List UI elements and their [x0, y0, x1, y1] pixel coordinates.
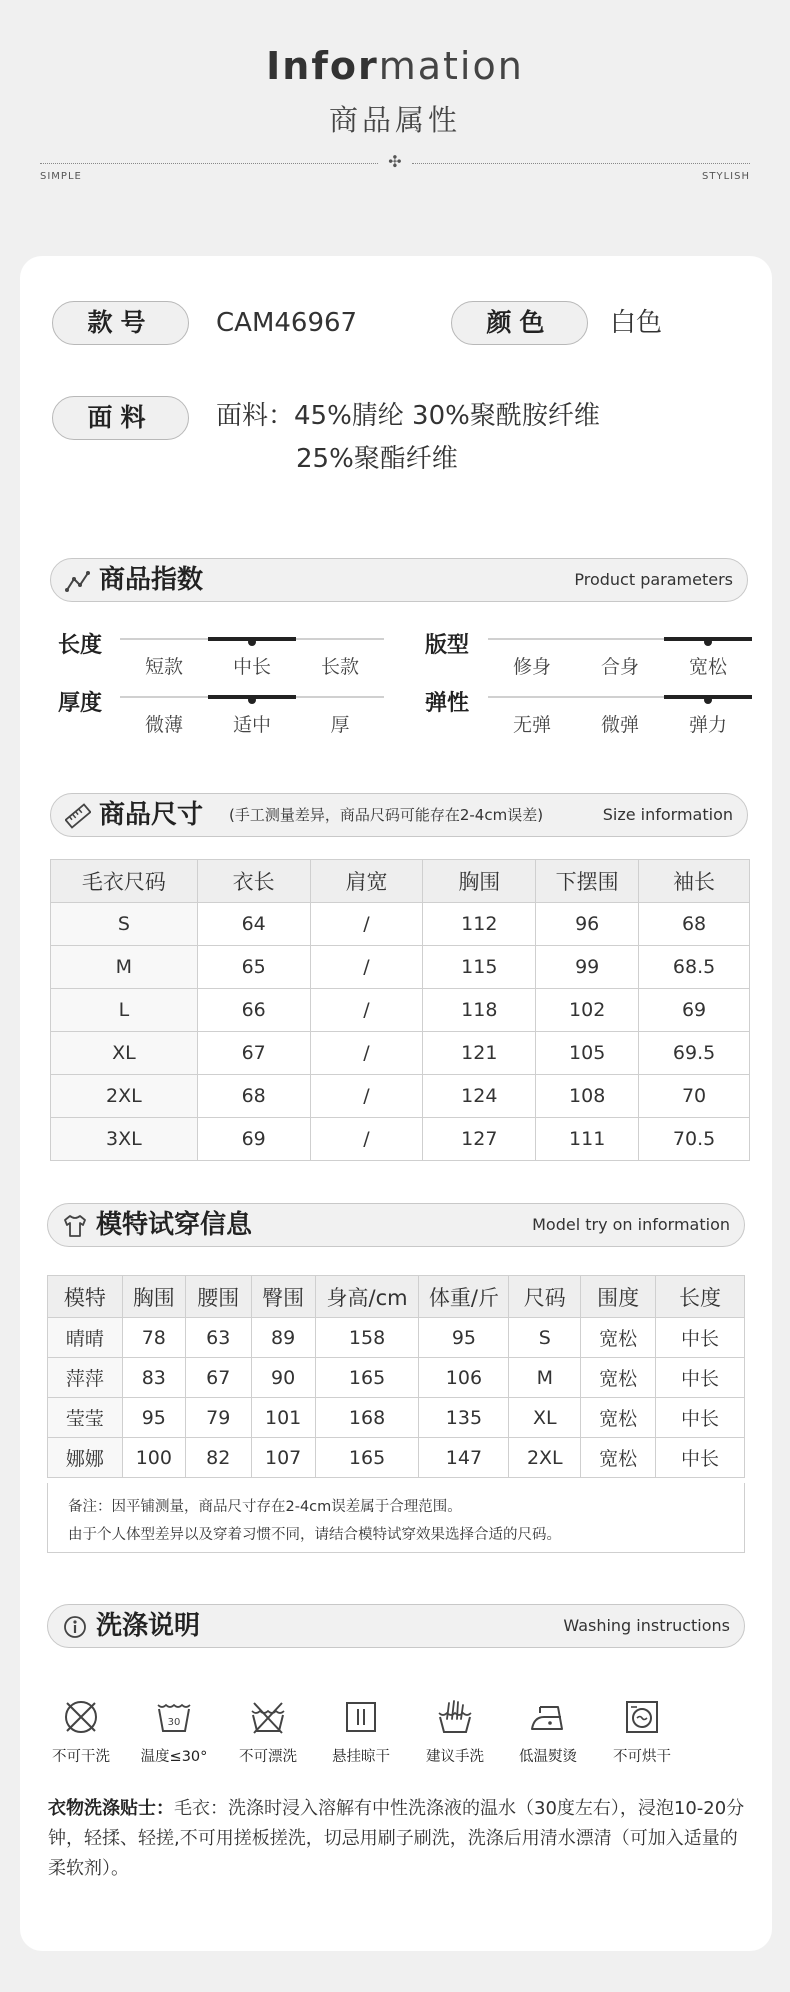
- table-cell: 69: [639, 989, 750, 1032]
- table-cell: 118: [423, 989, 536, 1032]
- param-scale-1: [488, 638, 752, 678]
- wash-item-hang-dry: 悬挂晾干: [316, 1697, 406, 1766]
- param-option: 宽松: [688, 656, 727, 678]
- wash-section-bar: [47, 1604, 745, 1648]
- table-header-row: [51, 860, 750, 903]
- param-option: 弹力: [688, 714, 727, 736]
- table-cell: 135: [419, 1398, 509, 1438]
- table-cell: 124: [423, 1075, 536, 1118]
- wash-title: 洗涤说明: [96, 1611, 201, 1641]
- table-header-cell: 围度: [581, 1276, 656, 1318]
- header: [0, 0, 790, 256]
- table-cell: 165: [315, 1438, 419, 1478]
- table-cell: 67: [197, 1032, 310, 1075]
- param-option: 厚: [330, 714, 350, 736]
- param-selected-marker: [664, 637, 752, 641]
- table-cell: /: [310, 1075, 423, 1118]
- model-title: 模特试穿信息: [96, 1210, 253, 1240]
- table-header-cell: 尺码: [509, 1276, 581, 1318]
- param-option: 无弹: [512, 714, 551, 736]
- param-option: 长款: [320, 656, 359, 678]
- table-row: [51, 1075, 750, 1118]
- table-row: [48, 1358, 745, 1398]
- table-cell: 78: [122, 1318, 185, 1358]
- info-card: [20, 256, 772, 1951]
- param-selected-marker: [664, 695, 752, 699]
- table-cell: 晴晴: [48, 1318, 123, 1358]
- table-cell: S: [51, 903, 198, 946]
- table-cell: XL: [51, 1032, 198, 1075]
- model-table: [47, 1275, 745, 1478]
- size-note: (手工测量差异，商品尺码可能存在2-4cm误差): [229, 806, 544, 824]
- table-row: [51, 1032, 750, 1075]
- wash-tip: [48, 1794, 748, 1884]
- no-dry-clean-icon: [61, 1697, 101, 1737]
- table-cell: 95: [122, 1398, 185, 1438]
- table-header-cell: 胸围: [122, 1276, 185, 1318]
- divider-right: [412, 163, 750, 164]
- table-row: [51, 989, 750, 1032]
- code-value: CAM46967: [216, 308, 358, 338]
- size-table: [50, 859, 750, 1161]
- params-title-en: Product parameters: [574, 570, 733, 589]
- table-cell: 111: [536, 1118, 639, 1161]
- table-cell: 147: [419, 1438, 509, 1478]
- table-cell: 69: [197, 1118, 310, 1161]
- param-option: 合身: [600, 656, 639, 678]
- table-cell: 2XL: [509, 1438, 581, 1478]
- param-scale-2: [120, 696, 384, 736]
- param-option: 修身: [512, 656, 551, 678]
- table-cell: 89: [251, 1318, 315, 1358]
- table-cell: 165: [315, 1358, 419, 1398]
- table-header-cell: 衣长: [197, 860, 310, 903]
- table-cell: 67: [185, 1358, 251, 1398]
- wash-item-no-dry-clean: 不可干洗: [36, 1697, 126, 1766]
- table-header-cell: 模特: [48, 1276, 123, 1318]
- param-label-1: 版型: [425, 633, 470, 658]
- table-header-cell: 长度: [656, 1276, 745, 1318]
- table-cell: 115: [423, 946, 536, 989]
- table-header-cell: 体重/斤: [419, 1276, 509, 1318]
- param-label-3: 弹性: [425, 691, 470, 716]
- hand-wash-icon: [435, 1697, 475, 1737]
- fabric-label: 面料: [52, 396, 189, 440]
- table-cell: 99: [536, 946, 639, 989]
- table-cell: 95: [419, 1318, 509, 1358]
- wash-item-no-bleach: 不可漂洗: [223, 1697, 313, 1766]
- table-cell: 83: [122, 1358, 185, 1398]
- wash-item-low-iron: 低温熨烫: [503, 1697, 593, 1766]
- trend-chart-icon: [65, 568, 91, 594]
- table-cell: 宽松: [581, 1398, 656, 1438]
- param-selected-marker: [208, 637, 296, 641]
- table-cell: M: [51, 946, 198, 989]
- no-tumble-dry-icon: [622, 1697, 662, 1737]
- divider-left: [40, 163, 378, 164]
- fabric-line-2: 25%聚酯纤维: [296, 444, 458, 474]
- size-section-bar: [50, 793, 748, 837]
- table-cell: 100: [122, 1438, 185, 1478]
- table-cell: 102: [536, 989, 639, 1032]
- table-header-cell: 毛衣尺码: [51, 860, 198, 903]
- param-selected-marker: [208, 695, 296, 699]
- color-label: 颜色: [451, 301, 588, 345]
- no-bleach-icon: [248, 1697, 288, 1737]
- table-cell: 105: [536, 1032, 639, 1075]
- table-cell: 宽松: [581, 1438, 656, 1478]
- hang-dry-icon: [341, 1697, 381, 1737]
- table-header-cell: 下摆围: [536, 860, 639, 903]
- title-english: Information: [266, 44, 524, 88]
- table-cell: 宽松: [581, 1358, 656, 1398]
- table-cell: 娜娜: [48, 1438, 123, 1478]
- params-section-bar: [50, 558, 748, 602]
- table-row: [48, 1438, 745, 1478]
- svg-text:30: 30: [167, 1717, 181, 1728]
- info-icon: [62, 1614, 88, 1640]
- table-cell: 63: [185, 1318, 251, 1358]
- table-cell: 宽松: [581, 1318, 656, 1358]
- shirt-icon: [62, 1213, 88, 1239]
- table-cell: 79: [185, 1398, 251, 1438]
- table-cell: 69.5: [639, 1032, 750, 1075]
- table-cell: 中长: [656, 1398, 745, 1438]
- tag-stylish: STYLISH: [702, 171, 750, 182]
- size-title-en: Size information: [602, 805, 733, 824]
- table-cell: 168: [315, 1398, 419, 1438]
- table-cell: 112: [423, 903, 536, 946]
- cross-icon: ✣: [388, 152, 402, 171]
- color-value: 白色: [610, 308, 663, 338]
- param-option: 微弹: [600, 714, 639, 736]
- table-cell: 3XL: [51, 1118, 198, 1161]
- wash-item-no-tumble-dry: 不可烘干: [597, 1697, 687, 1766]
- table-header-cell: 肩宽: [310, 860, 423, 903]
- title-chinese: 商品属性: [328, 103, 461, 137]
- table-cell: 68: [639, 903, 750, 946]
- table-cell: 中长: [656, 1438, 745, 1478]
- param-option: 适中: [232, 714, 271, 736]
- table-cell: /: [310, 1032, 423, 1075]
- fabric-line-1: 面料：45%腈纶 30%聚酰胺纤维: [216, 401, 600, 431]
- param-label-2: 厚度: [58, 691, 103, 716]
- table-cell: /: [310, 989, 423, 1032]
- model-title-en: Model try on information: [532, 1215, 730, 1234]
- table-cell: 70.5: [639, 1118, 750, 1161]
- param-option: 短款: [144, 656, 183, 678]
- table-cell: /: [310, 903, 423, 946]
- model-note-line-2: 由于个人体型差异以及穿着习惯不同，请结合模特试穿效果选择合适的尺码。: [68, 1527, 561, 1543]
- param-option: 微薄: [144, 714, 183, 736]
- table-header-cell: 袖长: [639, 860, 750, 903]
- param-scale-3: [488, 696, 752, 736]
- table-cell: 107: [251, 1438, 315, 1478]
- table-cell: 90: [251, 1358, 315, 1398]
- wash-title-en: Washing instructions: [563, 1616, 730, 1635]
- table-cell: 82: [185, 1438, 251, 1478]
- table-cell: 158: [315, 1318, 419, 1358]
- table-cell: 70: [639, 1075, 750, 1118]
- table-cell: 莹莹: [48, 1398, 123, 1438]
- wash-tip-body: 毛衣：洗涤时浸入溶解有中性洗涤液的温水（30度左右），浸泡10-20分钟，轻揉、轻搓,不可用搓板搓洗，切忌用刷子刷洗，洗涤后用清水漂清（可加入适量的柔软剂）。: [48, 1798, 745, 1879]
- table-cell: 108: [536, 1075, 639, 1118]
- table-header-cell: 腰围: [185, 1276, 251, 1318]
- table-cell: M: [509, 1358, 581, 1398]
- table-header-row: [48, 1276, 745, 1318]
- table-cell: S: [509, 1318, 581, 1358]
- table-cell: /: [310, 946, 423, 989]
- table-cell: 101: [251, 1398, 315, 1438]
- table-cell: 68.5: [639, 946, 750, 989]
- table-header-cell: 身高/cm: [315, 1276, 419, 1318]
- table-row: [51, 946, 750, 989]
- param-option: 中长: [232, 656, 271, 678]
- wash-item-hand-wash: 建议手洗: [410, 1697, 500, 1766]
- model-section-bar: [47, 1203, 745, 1247]
- model-note-line-1: 备注：因平铺测量，商品尺寸存在2-4cm误差属于合理范围。: [68, 1499, 462, 1515]
- param-scale-0: [120, 638, 384, 678]
- wash-tip-title: 衣物洗涤贴士：: [48, 1798, 174, 1819]
- table-cell: /: [310, 1118, 423, 1161]
- model-note-box: [47, 1483, 745, 1553]
- table-row: [51, 1118, 750, 1161]
- table-cell: 121: [423, 1032, 536, 1075]
- table-cell: 中长: [656, 1358, 745, 1398]
- table-cell: 64: [197, 903, 310, 946]
- table-cell: 2XL: [51, 1075, 198, 1118]
- table-cell: 中长: [656, 1318, 745, 1358]
- table-header-cell: 胸围: [423, 860, 536, 903]
- param-label-0: 长度: [58, 633, 103, 658]
- table-row: [48, 1318, 745, 1358]
- table-cell: 65: [197, 946, 310, 989]
- table-cell: 66: [197, 989, 310, 1032]
- table-cell: 96: [536, 903, 639, 946]
- wash-30-icon: [154, 1697, 194, 1737]
- table-cell: 127: [423, 1118, 536, 1161]
- code-label: 款号: [52, 301, 189, 345]
- table-cell: 萍萍: [48, 1358, 123, 1398]
- table-cell: 106: [419, 1358, 509, 1398]
- table-cell: 68: [197, 1075, 310, 1118]
- tag-simple: SIMPLE: [40, 171, 82, 182]
- wash-item-30: 30 温度≤30°: [129, 1697, 219, 1766]
- params-title: 商品指数: [99, 565, 204, 595]
- table-cell: L: [51, 989, 198, 1032]
- low-iron-icon: [528, 1697, 568, 1737]
- table-row: [51, 903, 750, 946]
- table-header-cell: 臀围: [251, 1276, 315, 1318]
- ruler-icon: [65, 803, 91, 829]
- table-row: [48, 1398, 745, 1438]
- size-title: 商品尺寸: [99, 800, 204, 830]
- table-cell: XL: [509, 1398, 581, 1438]
